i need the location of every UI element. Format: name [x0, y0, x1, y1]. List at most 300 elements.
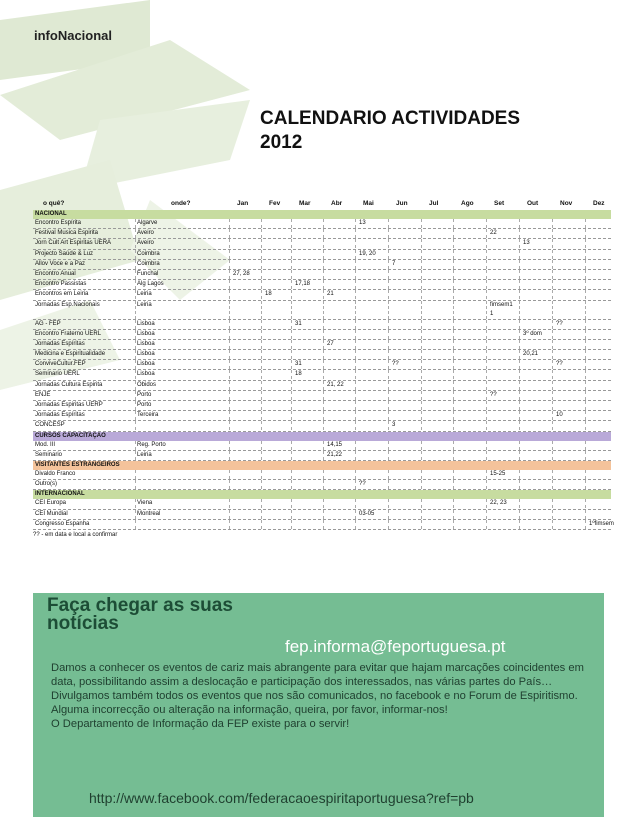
column-divider: [135, 480, 136, 489]
month-cell: [589, 381, 615, 390]
month-cell: [425, 270, 451, 279]
table-row: [33, 239, 611, 249]
contact-email-link[interactable]: fep.informa@feportuguesa.pt: [285, 637, 506, 656]
activity-location: Reg. Porto: [137, 441, 166, 448]
column-divider: [135, 360, 136, 369]
column-divider: [486, 421, 487, 430]
column-divider: [519, 340, 520, 349]
column-divider: [261, 219, 262, 228]
month-cell: 3º dom: [523, 330, 542, 337]
column-divider: [421, 480, 422, 489]
column-divider: [291, 520, 292, 529]
column-divider: [453, 360, 454, 369]
column-divider: [229, 421, 230, 430]
column-divider: [261, 280, 262, 289]
month-cell: [295, 391, 321, 400]
table-row: [33, 280, 611, 290]
column-header: Jun: [396, 200, 408, 207]
month-cell: [233, 411, 259, 420]
table-row: [33, 301, 611, 320]
column-divider: [585, 421, 586, 430]
table-row: [33, 340, 611, 350]
month-cell: [359, 260, 386, 269]
column-divider: [135, 219, 136, 228]
activity-name: Divaldo Franco: [35, 470, 76, 477]
column-divider: [486, 239, 487, 248]
column-divider: [421, 330, 422, 339]
month-cell: [457, 499, 484, 508]
activity-name: Projecto Saúde & Luz: [35, 250, 94, 257]
month-cell: [490, 250, 517, 259]
month-cell: [392, 239, 419, 248]
month-cell: 27: [327, 340, 334, 347]
facebook-link[interactable]: http://www.facebook.com/federacaoespiritaportuguesa?ref=pb: [89, 790, 474, 806]
column-divider: [519, 350, 520, 359]
table-row: [33, 350, 611, 360]
activity-name: Encontro Fraterno UERL: [35, 330, 102, 337]
month-cell: 15-25: [490, 470, 506, 477]
column-divider: [585, 370, 586, 379]
column-divider: [261, 411, 262, 420]
activity-location: Aveiro: [137, 230, 154, 237]
column-divider: [486, 280, 487, 289]
month-cell: [523, 270, 550, 279]
month-cell: [589, 340, 615, 349]
column-divider: [229, 350, 230, 359]
activity-location: Viena: [137, 500, 153, 507]
column-divider: [453, 480, 454, 489]
column-divider: [486, 381, 487, 390]
activity-name: Jorn Cult Art Espiritas UERA: [35, 240, 112, 247]
month-cell: [556, 470, 583, 479]
column-divider: [421, 391, 422, 400]
month-cell: [359, 370, 386, 379]
month-cell: [523, 441, 550, 450]
month-cell: [327, 260, 353, 269]
column-divider: [135, 520, 136, 529]
column-divider: [519, 411, 520, 420]
month-cell: [589, 499, 615, 508]
month-cell: [327, 229, 353, 238]
month-cell: ??: [392, 361, 399, 368]
column-divider: [355, 340, 356, 349]
activity-location: Lisboa: [137, 330, 155, 337]
table-row: [33, 270, 611, 280]
month-cell: [425, 219, 451, 228]
column-divider: [421, 280, 422, 289]
activity-location: Obidos: [137, 381, 157, 388]
column-divider: [388, 280, 389, 289]
column-divider: [421, 520, 422, 529]
column-header: Out: [527, 200, 539, 207]
column-divider: [486, 470, 487, 479]
table-row: [33, 381, 611, 391]
month-cell: [589, 290, 615, 299]
column-divider: [453, 510, 454, 519]
column-divider: [291, 360, 292, 369]
column-divider: [323, 499, 324, 508]
month-cell: [295, 441, 321, 450]
month-cell: [295, 219, 321, 228]
column-divider: [261, 391, 262, 400]
column-divider: [519, 360, 520, 369]
calendar-header-row: [33, 200, 611, 210]
column-divider: [323, 401, 324, 410]
month-cell: [457, 391, 484, 400]
column-divider: [323, 360, 324, 369]
month-cell: [392, 219, 419, 228]
month-cell: [457, 421, 484, 430]
month-cell: [327, 350, 353, 359]
month-cell: [556, 391, 583, 400]
column-divider: [323, 451, 324, 460]
month-cell: [233, 280, 259, 289]
month-cell: [327, 219, 353, 228]
month-cell: [327, 520, 353, 529]
column-divider: [323, 510, 324, 519]
activity-location: Leiria: [137, 301, 152, 308]
column-divider: [453, 370, 454, 379]
month-cell: [556, 260, 583, 269]
column-divider: [323, 301, 324, 319]
column-divider: [486, 290, 487, 299]
column-divider: [135, 499, 136, 508]
month-cell: [457, 280, 484, 289]
column-divider: [388, 510, 389, 519]
activity-location: Coimbra: [137, 260, 160, 267]
month-cell: [457, 470, 484, 479]
month-cell: [425, 411, 451, 420]
column-divider: [486, 260, 487, 269]
column-divider: [229, 480, 230, 489]
month-cell: [589, 411, 615, 420]
activity-location: Lisboa: [137, 361, 155, 368]
column-divider: [291, 301, 292, 319]
month-cell: [265, 219, 291, 228]
column-divider: [585, 320, 586, 329]
column-header: Abr: [331, 200, 343, 207]
month-cell: [392, 340, 419, 349]
column-divider: [355, 229, 356, 238]
month-cell: [233, 499, 259, 508]
activity-location: Porto: [137, 391, 152, 398]
column-divider: [355, 320, 356, 329]
activity-location: [137, 520, 227, 529]
column-divider: [388, 290, 389, 299]
table-row: [33, 520, 614, 530]
month-cell: [556, 350, 583, 359]
column-divider: [135, 421, 136, 430]
calendar-body: [33, 210, 614, 530]
column-divider: [585, 520, 586, 529]
column-divider: [519, 499, 520, 508]
column-divider: [323, 320, 324, 329]
month-cell: [425, 451, 451, 460]
column-divider: [323, 520, 324, 529]
month-cell: [295, 229, 321, 238]
column-divider: [552, 330, 553, 339]
column-divider: [585, 441, 586, 450]
month-cell: [265, 391, 291, 400]
column-header: Set: [494, 200, 505, 207]
column-divider: [229, 520, 230, 529]
month-cell: [233, 350, 259, 359]
month-cell: [233, 229, 259, 238]
column-divider: [486, 229, 487, 238]
month-cell: [327, 320, 353, 329]
month-cell: [457, 330, 484, 339]
column-divider: [135, 229, 136, 238]
column-divider: [388, 239, 389, 248]
column-divider: [135, 270, 136, 279]
column-divider: [355, 381, 356, 390]
month-cell: [265, 520, 291, 529]
month-cell: [265, 401, 291, 410]
month-cell: [295, 270, 321, 279]
month-cell: [556, 520, 583, 529]
column-divider: [585, 360, 586, 369]
month-cell: [233, 421, 259, 430]
column-divider: [453, 320, 454, 329]
column-divider: [355, 370, 356, 379]
month-cell: ??: [359, 481, 366, 488]
month-cell: [359, 411, 386, 420]
column-divider: [519, 520, 520, 529]
month-cell: [425, 320, 451, 329]
column-divider: [585, 270, 586, 279]
month-cell: [523, 301, 550, 319]
column-divider: [421, 229, 422, 238]
month-cell: [295, 381, 321, 390]
column-divider: [261, 320, 262, 329]
month-cell: [295, 499, 321, 508]
column-divider: [519, 290, 520, 299]
column-divider: [388, 270, 389, 279]
month-cell: [392, 451, 419, 460]
column-divider: [421, 219, 422, 228]
month-cell: [265, 451, 291, 460]
column-divider: [486, 510, 487, 519]
column-divider: [135, 411, 136, 420]
month-cell: [523, 411, 550, 420]
column-divider: [421, 401, 422, 410]
column-divider: [585, 411, 586, 420]
month-cell: [523, 381, 550, 390]
month-cell: [425, 350, 451, 359]
column-divider: [421, 499, 422, 508]
month-cell: [425, 510, 451, 519]
month-cell: [490, 381, 517, 390]
month-cell: [392, 520, 419, 529]
column-divider: [291, 330, 292, 339]
column-divider: [453, 260, 454, 269]
month-cell: [233, 330, 259, 339]
column-header: Ago: [461, 200, 474, 207]
column-divider: [291, 421, 292, 430]
column-divider: [291, 350, 292, 359]
month-cell: [265, 229, 291, 238]
month-cell: [589, 239, 615, 248]
month-cell: [295, 451, 321, 460]
month-cell: [392, 330, 419, 339]
month-cell: [392, 280, 419, 289]
column-divider: [355, 480, 356, 489]
column-divider: [135, 350, 136, 359]
column-divider: [323, 350, 324, 359]
month-cell: [556, 270, 583, 279]
month-cell: [233, 239, 259, 248]
month-cell: ??: [556, 361, 563, 368]
activity-location: Alg Lagos: [137, 281, 164, 288]
column-divider: [261, 401, 262, 410]
column-divider: [229, 290, 230, 299]
column-divider: [552, 250, 553, 259]
month-cell: [589, 250, 615, 259]
month-cell: [523, 280, 550, 289]
activity-location: Porto: [137, 402, 152, 408]
column-divider: [261, 290, 262, 299]
column-divider: [135, 340, 136, 349]
month-cell: [457, 441, 484, 450]
column-divider: [486, 350, 487, 359]
column-divider: [519, 451, 520, 460]
column-divider: [486, 340, 487, 349]
column-divider: [552, 229, 553, 238]
section-header: INTERNACIONAL: [33, 490, 611, 499]
activity-name: Jornadas Esp.Nacionais: [35, 301, 100, 308]
activity-name: Jornadas Cultura Espirita: [35, 381, 103, 388]
month-cell: [457, 381, 484, 390]
month-cell: [425, 360, 451, 369]
column-header: o quê?: [43, 200, 65, 207]
column-header: onde?: [171, 200, 191, 207]
column-divider: [552, 381, 553, 390]
month-cell: [523, 219, 550, 228]
month-cell: [425, 330, 451, 339]
column-divider: [261, 250, 262, 259]
month-cell: [233, 290, 259, 299]
column-divider: [453, 411, 454, 420]
column-divider: [261, 520, 262, 529]
activity-location: Lisboa: [137, 320, 155, 327]
column-divider: [388, 350, 389, 359]
month-cell: 21, 22: [327, 381, 344, 388]
month-cell: [295, 520, 321, 529]
column-divider: [486, 270, 487, 279]
month-cell: [233, 250, 259, 259]
month-cell: [265, 301, 291, 319]
month-cell: [490, 290, 517, 299]
column-divider: [291, 381, 292, 390]
column-divider: [135, 330, 136, 339]
column-divider: [229, 510, 230, 519]
column-divider: [519, 441, 520, 450]
section-header: VISITANTES ESTRANGEIROS: [33, 461, 611, 470]
month-cell: 10: [556, 412, 563, 419]
column-divider: [291, 441, 292, 450]
column-divider: [486, 250, 487, 259]
column-divider: [261, 340, 262, 349]
column-divider: [519, 280, 520, 289]
column-divider: [552, 320, 553, 329]
month-cell: [295, 510, 321, 519]
column-divider: [135, 401, 136, 410]
month-cell: [233, 370, 259, 379]
month-cell: [523, 421, 550, 430]
month-cell: 21: [327, 291, 334, 298]
month-cell: [490, 421, 517, 430]
month-cell: [589, 280, 615, 289]
month-cell: [457, 480, 484, 489]
column-divider: [453, 441, 454, 450]
month-cell: [523, 260, 550, 269]
column-divider: [388, 470, 389, 479]
month-cell: [265, 510, 291, 519]
column-divider: [323, 280, 324, 289]
column-divider: [323, 381, 324, 390]
month-cell: [392, 499, 419, 508]
column-divider: [421, 510, 422, 519]
month-cell: [457, 290, 484, 299]
month-cell: [425, 301, 451, 319]
month-cell: [265, 411, 291, 420]
column-divider: [453, 219, 454, 228]
column-divider: [453, 301, 454, 319]
month-cell: ??: [490, 391, 497, 398]
column-divider: [486, 441, 487, 450]
column-divider: [229, 391, 230, 400]
month-cell: [523, 340, 550, 349]
activity-location: Aveiro: [137, 240, 154, 247]
column-divider: [229, 301, 230, 319]
month-cell: [295, 470, 321, 479]
month-cell: [490, 330, 517, 339]
month-cell: [425, 470, 451, 479]
column-divider: [229, 411, 230, 420]
column-divider: [519, 510, 520, 519]
column-divider: [355, 520, 356, 529]
column-divider: [388, 441, 389, 450]
month-cell: [295, 411, 321, 420]
month-cell: [556, 301, 583, 319]
column-divider: [519, 370, 520, 379]
activity-name: ENJE: [35, 391, 51, 398]
activity-location: [137, 421, 227, 430]
month-cell: 7: [392, 260, 396, 267]
column-divider: [519, 391, 520, 400]
column-divider: [261, 499, 262, 508]
column-divider: [585, 330, 586, 339]
column-divider: [291, 499, 292, 508]
month-cell: [327, 480, 353, 489]
month-cell: [523, 320, 550, 329]
month-cell: [359, 421, 386, 430]
month-cell: [457, 510, 484, 519]
month-cell: [233, 441, 259, 450]
column-divider: [388, 330, 389, 339]
column-divider: [486, 411, 487, 420]
month-cell: [359, 290, 386, 299]
month-cell: [295, 480, 321, 489]
column-divider: [486, 480, 487, 489]
month-cell: [359, 270, 386, 279]
month-cell: [233, 401, 259, 410]
column-divider: [552, 340, 553, 349]
month-cell: [233, 260, 259, 269]
month-cell: [327, 470, 353, 479]
column-divider: [388, 480, 389, 489]
column-divider: [291, 229, 292, 238]
